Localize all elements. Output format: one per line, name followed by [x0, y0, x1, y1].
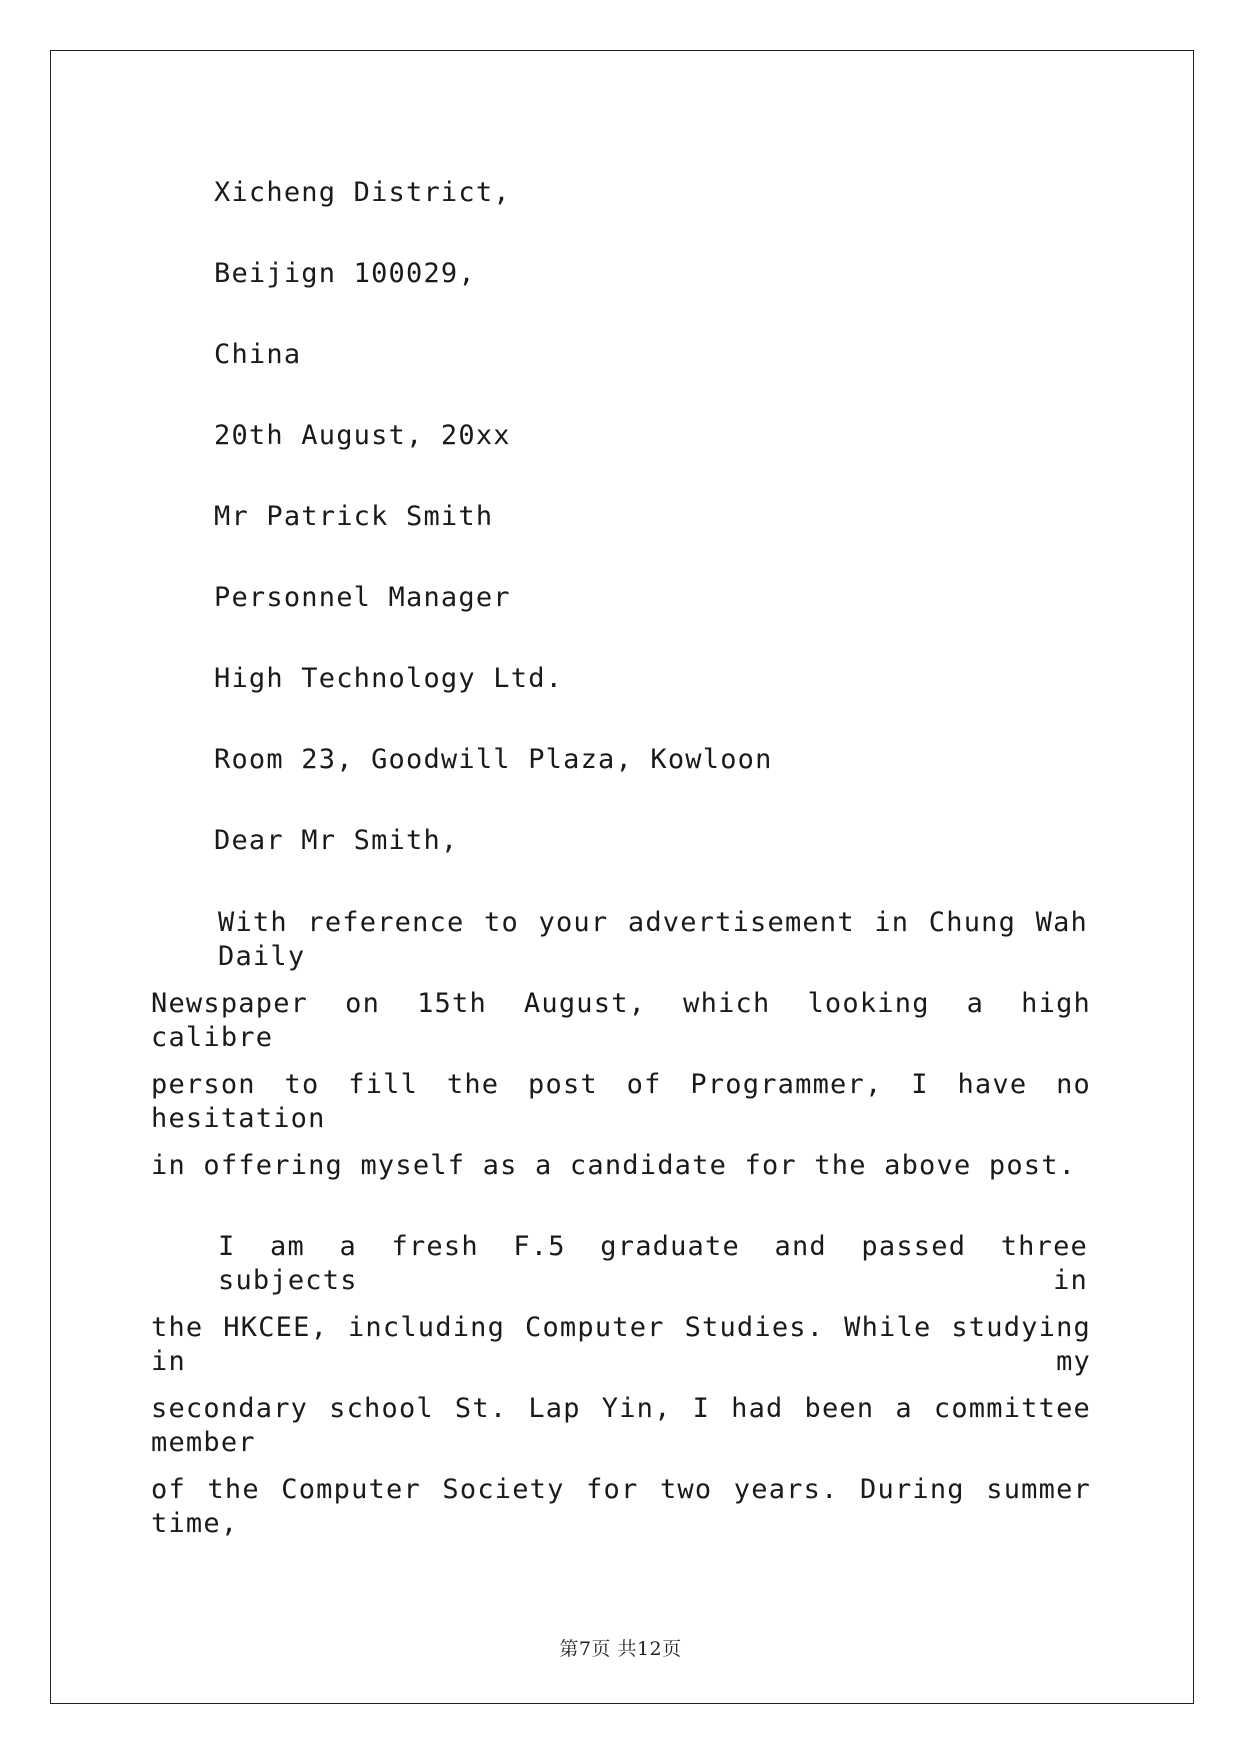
page-number-footer: 第7页 共12页 [559, 1638, 682, 1660]
sender-address-line-2: Beijign 100029, [214, 258, 476, 289]
sender-address-line-3: China [214, 339, 302, 370]
paragraph-1-line-3: person to fill the post of Programmer, I have no hesitation [151, 1069, 1091, 1134]
paragraph-2-line-3: secondary school St. Lap Yin, I had been a committee member [151, 1393, 1091, 1458]
recipient-title: Personnel Manager [214, 582, 511, 613]
paragraph-2-line-1: I am a fresh F.5 graduate and passed three subjects in [218, 1231, 1088, 1296]
paragraph-1-line-2: Newspaper on 15th August, which looking a high calibre [151, 988, 1091, 1053]
recipient-name: Mr Patrick Smith [214, 501, 494, 532]
paragraph-1-line-1: With reference to your advertisement in Chung Wah Daily [218, 907, 1088, 972]
salutation: Dear Mr Smith, [214, 825, 459, 856]
sender-address-line-1: Xicheng District, [214, 177, 511, 208]
paragraph-2-line-4: of the Computer Society for two years. During summer time, [151, 1474, 1091, 1539]
recipient-company: High Technology Ltd. [214, 663, 564, 694]
paragraph-1-line-4: in offering myself as a candidate for the above post. [151, 1150, 1077, 1181]
paragraph-2-line-2: the HKCEE, including Computer Studies. While studying in my [151, 1312, 1091, 1377]
letter-date: 20th August, 20xx [214, 420, 511, 451]
recipient-address: Room 23, Goodwill Plaza, Kowloon [214, 744, 773, 775]
